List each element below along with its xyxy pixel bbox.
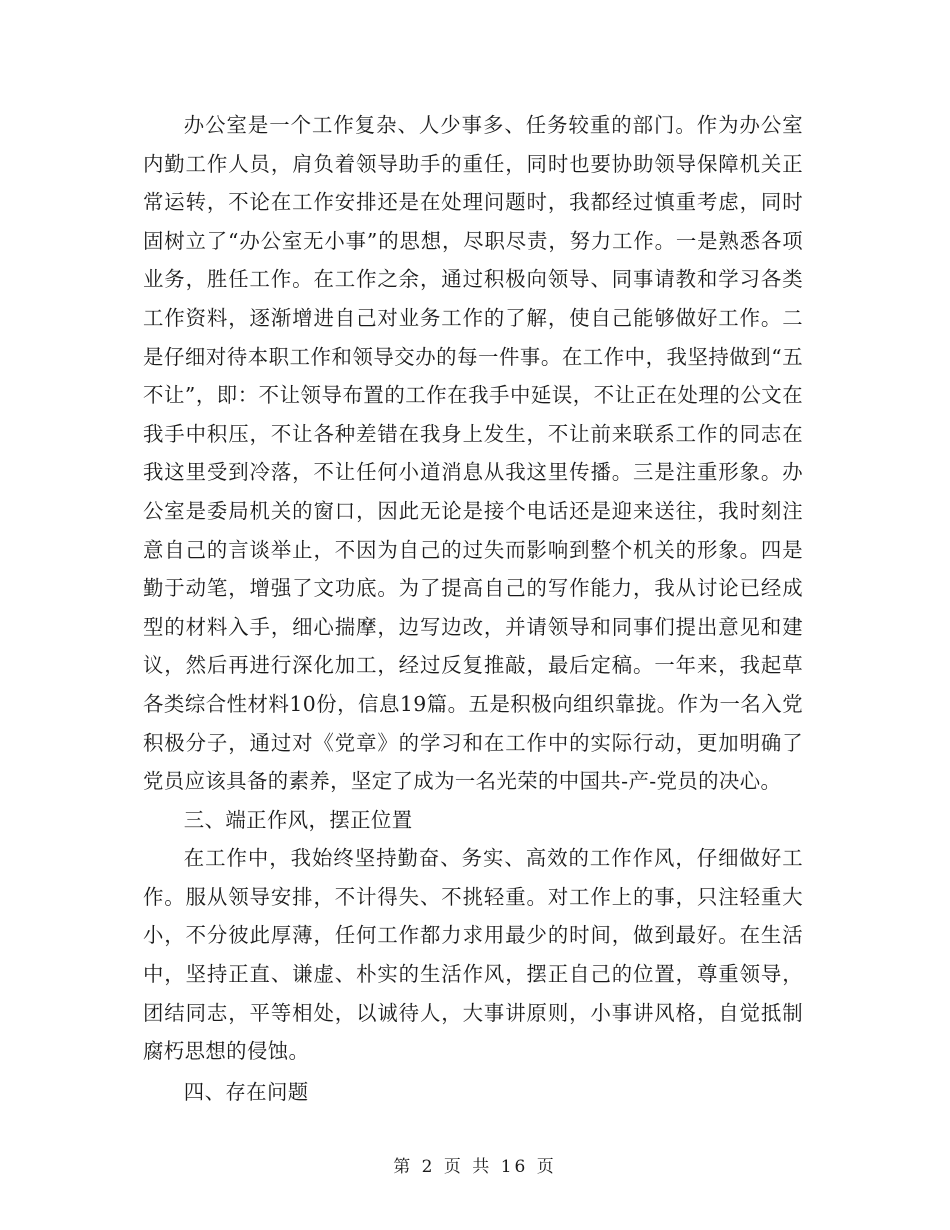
section-heading-four: 四、存在问题 bbox=[183, 1079, 309, 1104]
paragraph-work-style: 在工作中，我始终坚持勤奋、务实、高效的工作作风，仔细做好工作。服从领导安排，不计得失、不挑轻重。对工作上的事，只注轻重大小，不分彼此厚薄，任何工作都力求用最少的时间，做到最好。在生活中，坚持正直、谦虚、朴实的生活作风，摆正自己的位置，尊重领导，团结同志，平等相处，以诚待人，大事讲原则，小事讲风格，自觉抵制腐朽思想的侵蚀。 bbox=[143, 846, 803, 1064]
document-body bbox=[143, 106, 803, 1111]
section-heading-three: 三、端正作风，摆正位置 bbox=[183, 807, 413, 832]
paragraph-office-work: 办公室是一个工作复杂、人少事多、任务较重的部门。作为办公室内勤工作人员，肩负着领导助手的重任，同时也要协助领导保障机关正常运转，不论在工作安排还是在处理问题时，我都经过慎重考虑，同时固树立了“办公室无小事”的思想，尽职尽责，努力工作。一是熟悉各项业务，胜任工作。在工作之余，通过积极向领导、同事请教和学习各类工作资料，逐渐增进自己对业务工作的了解，使自己能够做好工作。二是仔细对待本职工作和领导交办的每一件事。在工作中，我坚持做到“五不让”，即：不让领导布置的工作在我手中延误，不让正在处理的公文在我手中积压，不让各种差错在我身上发生，不让前来联系工作的同志在我这里受到冷落，不让任何小道消息从我这里传播。三是注重形象。办公室是委局机关的窗口，因此无论是接个电话还是迎来送往，我时刻注意自己的言谈举止，不因为自己的过失而影响到整个机关的形象。四是勤于动笔，增强了文功底。为了提高自己的写作能力，我从讨论已经成型的材料入手，细心揣摩，边写边改，并请领导和同事们提出意见和建议，然后再进行深化加工，经过反复推敲，最后定稿。一年来，我起草各类综合性材料10份，信息19篇。五是积极向组织靠拢。作为一名入党积极分子，通过对《党章》的学习和在工作中的实际行动，更加明确了党员应该具备的素养，坚定了成为一名光荣的中国共-产-党员的决心。 bbox=[143, 113, 803, 794]
page-number-footer: 第 2 页 共 16 页 bbox=[393, 1157, 557, 1177]
